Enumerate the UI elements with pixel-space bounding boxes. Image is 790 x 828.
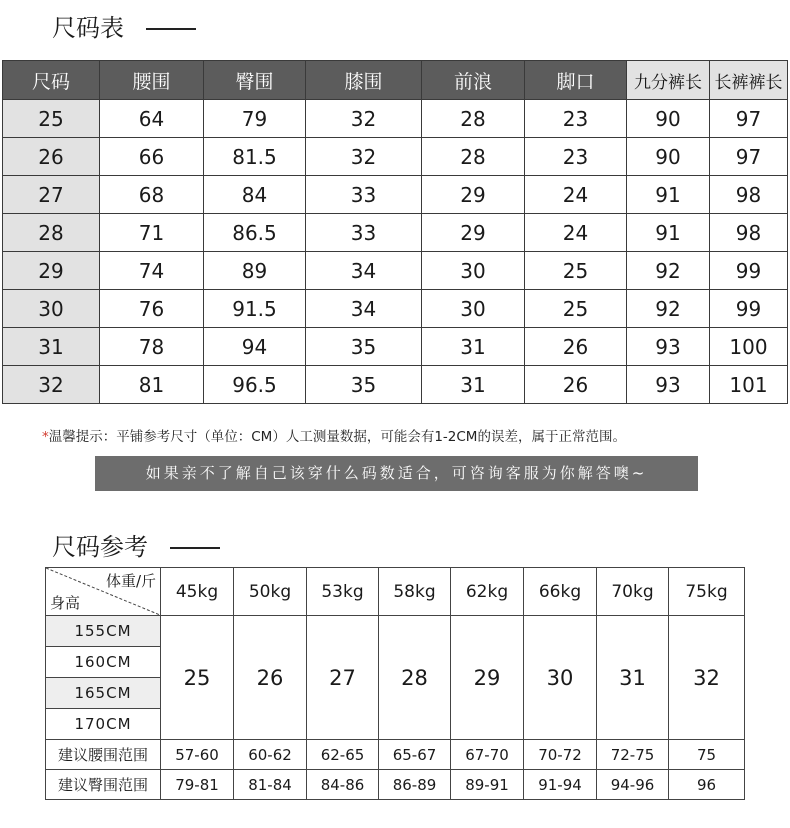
recommended-size-cell: 26 [234, 616, 307, 740]
weight-cell: 66kg [524, 568, 597, 616]
measure-cell: 86.5 [204, 214, 306, 252]
waist-range-cell: 60-62 [234, 740, 307, 770]
recommended-size-cell: 29 [451, 616, 524, 740]
recommended-size-cell: 30 [524, 616, 597, 740]
size-row [3, 366, 788, 404]
measure-cell: 31 [422, 366, 525, 404]
recommended-size-cell: 28 [379, 616, 451, 740]
size-row [3, 138, 788, 176]
measure-cell: 91 [627, 214, 710, 252]
corner-cell [46, 568, 161, 616]
weight-cell: 50kg [234, 568, 307, 616]
measure-cell: 24 [525, 214, 627, 252]
waist-range-cell: 72-75 [597, 740, 669, 770]
measure-cell: 96.5 [204, 366, 306, 404]
height-cell: 165CM [46, 678, 161, 709]
measure-cell: 25 [525, 252, 627, 290]
measure-cell: 68 [100, 176, 204, 214]
size-chart-header-row [3, 61, 788, 100]
measure-cell: 24 [525, 176, 627, 214]
size-cell: 31 [3, 328, 100, 366]
measure-cell: 31 [422, 328, 525, 366]
weight-cell: 53kg [307, 568, 379, 616]
waist-range-cell: 75 [669, 740, 745, 770]
height-cell: 170CM [46, 709, 161, 740]
measure-cell: 101 [710, 366, 788, 404]
measure-cell: 99 [710, 290, 788, 328]
measure-cell: 23 [525, 100, 627, 138]
measure-cell: 33 [306, 214, 422, 252]
measure-cell: 74 [100, 252, 204, 290]
size-row [3, 176, 788, 214]
measure-cell: 35 [306, 366, 422, 404]
size-cell: 26 [3, 138, 100, 176]
corner-weight-label: 体重/斤 [105, 572, 156, 590]
header-cell: 长裤裤长 [710, 61, 788, 100]
measurement-note [42, 425, 626, 445]
waist-range-cell: 65-67 [379, 740, 451, 770]
hip-range-cell: 94-96 [597, 770, 669, 800]
measure-cell: 98 [710, 214, 788, 252]
weight-cell: 45kg [161, 568, 234, 616]
measure-cell: 32 [306, 138, 422, 176]
measure-cell: 84 [204, 176, 306, 214]
measure-cell: 64 [100, 100, 204, 138]
weight-cell: 70kg [597, 568, 669, 616]
measure-cell: 79 [204, 100, 306, 138]
measure-cell: 29 [422, 176, 525, 214]
recommended-size-cell: 25 [161, 616, 234, 740]
size-chart-table [2, 60, 788, 404]
measure-cell: 92 [627, 290, 710, 328]
hip-range-cell: 91-94 [524, 770, 597, 800]
hip-range-label: 建议臀围范围 [46, 770, 161, 800]
recommended-size-cell: 32 [669, 616, 745, 740]
waist-range-cell: 70-72 [524, 740, 597, 770]
hip-range-cell: 84-86 [307, 770, 379, 800]
measure-cell: 71 [100, 214, 204, 252]
measure-cell: 90 [627, 100, 710, 138]
weight-cell: 58kg [379, 568, 451, 616]
size-row [3, 328, 788, 366]
size-reference-title: 尺码参考 [52, 527, 220, 562]
measure-cell: 81 [100, 366, 204, 404]
size-cell: 28 [3, 214, 100, 252]
header-cell: 臀围 [204, 61, 306, 100]
measure-cell: 97 [710, 138, 788, 176]
measure-cell: 66 [100, 138, 204, 176]
measure-cell: 30 [422, 252, 525, 290]
note-text: 温馨提示：平铺参考尺寸（单位：CM）人工测量数据，可能会有1-2CM的误差，属于正常范围。 [48, 429, 626, 445]
weight-header-row [46, 568, 745, 616]
size-row [3, 290, 788, 328]
height-cell: 155CM [46, 616, 161, 647]
size-cell: 30 [3, 290, 100, 328]
title-dash [146, 28, 196, 30]
measure-cell: 81.5 [204, 138, 306, 176]
size-row [3, 214, 788, 252]
hip-range-cell: 81-84 [234, 770, 307, 800]
waist-range-label: 建议腰围范围 [46, 740, 161, 770]
measure-cell: 91.5 [204, 290, 306, 328]
hip-range-cell: 79-81 [161, 770, 234, 800]
hip-range-cell: 96 [669, 770, 745, 800]
measure-cell: 92 [627, 252, 710, 290]
waist-range-cell: 62-65 [307, 740, 379, 770]
note-star: * [42, 429, 49, 445]
measure-cell: 26 [525, 328, 627, 366]
customer-service-banner: 如果亲不了解自己该穿什么码数适合，可咨询客服为你解答噢~ [95, 456, 698, 491]
measure-cell: 26 [525, 366, 627, 404]
measure-cell: 76 [100, 290, 204, 328]
measure-cell: 78 [100, 328, 204, 366]
measure-cell: 25 [525, 290, 627, 328]
size-reference-table [45, 567, 745, 800]
header-cell: 脚口 [525, 61, 627, 100]
size-chart-title: 尺码表 [52, 8, 196, 43]
header-cell: 腰围 [100, 61, 204, 100]
height-row [46, 616, 745, 647]
height-cell: 160CM [46, 647, 161, 678]
waist-range-cell: 57-60 [161, 740, 234, 770]
size-cell: 32 [3, 366, 100, 404]
measure-cell: 89 [204, 252, 306, 290]
hip-range-cell: 86-89 [379, 770, 451, 800]
corner-height-label: 身高 [50, 594, 81, 612]
title-dash [170, 547, 220, 549]
size-row [3, 252, 788, 290]
recommended-size-cell: 27 [307, 616, 379, 740]
measure-cell: 32 [306, 100, 422, 138]
measure-cell: 34 [306, 290, 422, 328]
size-row [3, 100, 788, 138]
weight-cell: 75kg [669, 568, 745, 616]
waist-range-cell: 67-70 [451, 740, 524, 770]
header-cell: 前浪 [422, 61, 525, 100]
measure-cell: 90 [627, 138, 710, 176]
measure-cell: 30 [422, 290, 525, 328]
hip-range-cell: 89-91 [451, 770, 524, 800]
measure-cell: 28 [422, 100, 525, 138]
size-cell: 25 [3, 100, 100, 138]
measure-cell: 29 [422, 214, 525, 252]
header-cell: 尺码 [3, 61, 100, 100]
measure-cell: 91 [627, 176, 710, 214]
measure-cell: 99 [710, 252, 788, 290]
waist-range-row [46, 740, 745, 770]
measure-cell: 33 [306, 176, 422, 214]
measure-cell: 35 [306, 328, 422, 366]
measure-cell: 28 [422, 138, 525, 176]
measure-cell: 97 [710, 100, 788, 138]
measure-cell: 100 [710, 328, 788, 366]
recommended-size-cell: 31 [597, 616, 669, 740]
header-cell: 膝围 [306, 61, 422, 100]
weight-cell: 62kg [451, 568, 524, 616]
measure-cell: 98 [710, 176, 788, 214]
size-cell: 29 [3, 252, 100, 290]
measure-cell: 93 [627, 328, 710, 366]
measure-cell: 93 [627, 366, 710, 404]
measure-cell: 23 [525, 138, 627, 176]
header-cell: 九分裤长 [627, 61, 710, 100]
size-cell: 27 [3, 176, 100, 214]
hip-range-row [46, 770, 745, 800]
measure-cell: 94 [204, 328, 306, 366]
measure-cell: 34 [306, 252, 422, 290]
